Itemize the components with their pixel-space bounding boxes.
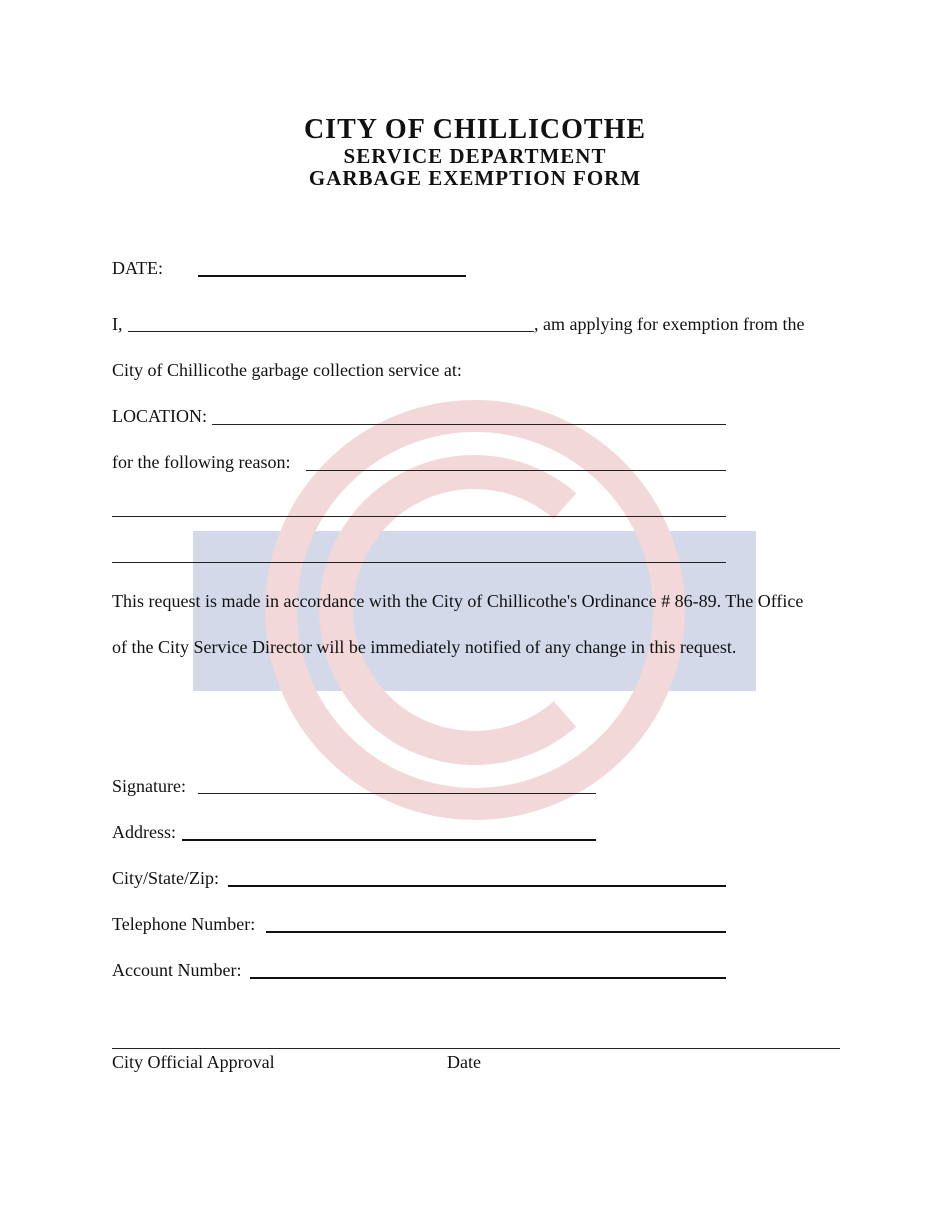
applicant-name-line[interactable] (128, 331, 534, 332)
official-approval-label: City Official Approval (112, 1052, 275, 1072)
reason-line-3[interactable] (112, 562, 726, 563)
form-title: GARBAGE EXEMPTION FORM (308, 166, 642, 190)
department-title: SERVICE DEPARTMENT (343, 144, 607, 168)
ordinance-statement-line-1: This request is made in accordance with the City of Chillicothe's Ordinance # 86-89. The Office (112, 591, 804, 611)
location-field-line[interactable] (212, 424, 726, 425)
telephone-label: Telephone Number: (112, 914, 256, 934)
applicant-suffix: , am applying for exemption from the (534, 314, 805, 334)
telephone-field-line[interactable] (266, 931, 726, 933)
reason-label: for the following reason: (112, 452, 291, 472)
account-number-label: Account Number: (112, 960, 242, 980)
city-title: CITY OF CHILLICOTHE (303, 114, 647, 145)
location-label: LOCATION: (112, 406, 207, 426)
date-field-line[interactable] (198, 275, 466, 277)
address-label: Address: (112, 822, 176, 842)
city-state-zip-field-line[interactable] (228, 885, 726, 887)
signature-label: Signature: (112, 776, 186, 796)
date-label: DATE: (112, 258, 163, 278)
city-state-zip-label: City/State/Zip: (112, 868, 219, 888)
address-field-line[interactable] (182, 839, 596, 841)
approval-date-label: Date (447, 1052, 481, 1072)
reason-line-1[interactable] (306, 470, 726, 471)
ordinance-statement-line-2: of the City Service Director will be immediately notified of any change in this request. (112, 637, 737, 657)
reason-line-2[interactable] (112, 516, 726, 517)
account-number-field-line[interactable] (250, 977, 726, 979)
signature-field-line[interactable] (198, 793, 596, 794)
applicant-prefix: I, (112, 314, 123, 334)
approval-signature-line[interactable] (112, 1048, 840, 1049)
service-continuation-text: City of Chillicothe garbage collection service at: (112, 360, 462, 380)
